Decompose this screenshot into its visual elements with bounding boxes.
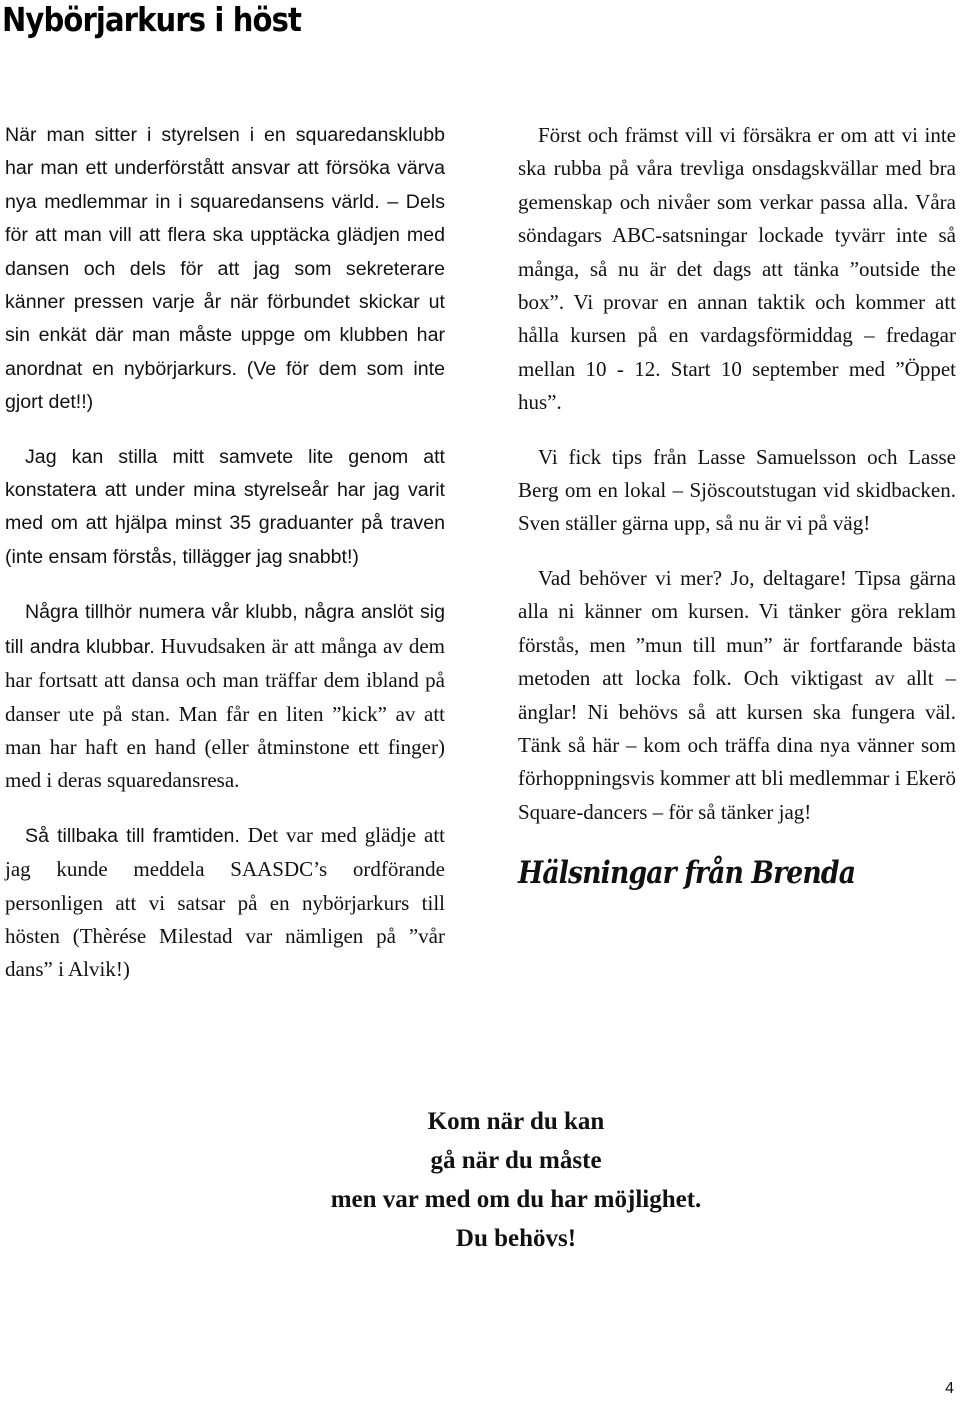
paragraph-framtiden-rest: Det var med glädje att jag kunde meddela SAASDC’s ordförande personligen att vi satsar på en nybörjarkurs till hösten (Thèrése Milestad var nämligen på ”vår dans” i Alvik!) bbox=[5, 822, 445, 982]
paragraph-klubbar bbox=[5, 595, 445, 797]
paragraph-deltagare: Vad behöver vi mer? Jo, deltagare! Tipsa gärna alla ni känner om kursen. Vi tänker göra reklam förstås, men ”mun till mun” är fortfarande bästa metoden att locka folk. Och viktigast av allt – änglar! Ni behövs så att kursen ska fungera väl. Tänk så här – kom och träffa dina nya vänner som förhoppningsvis kommer att bli medlemmar i Ekerö Square-dancers – för så tänker jag! bbox=[518, 565, 956, 824]
motto-block bbox=[250, 1102, 782, 1258]
paragraph-styrelsen: När man sitter i styrelsen i en squaredansklubb har man ett underförstått ansvar att försöka värva nya medlemmar in i squaredansens värld. – Dels för att man vill att flera ska upptäcka glädjen med dansen och dels för att jag som sekreterare känner pressen varje år när förbundet skickar ut sin enkät där man måste uppge om klubben har anordnat en nybörjarkurs. (Ve för dem som inte gjort det!!) bbox=[5, 124, 445, 414]
page-number: 4 bbox=[945, 1380, 954, 1397]
paragraph-klubbar-rest: Huvudsaken är att många av dem har fortsatt att dansa och man träffar dem ibland på danser ute på stan. Man får en liten ”kick” av att man har haft en hand (eller åtminstone ett finger) med i deras squaredansresa. bbox=[5, 633, 445, 793]
motto-line-2: gå när du måste bbox=[430, 1147, 602, 1174]
paragraph-framtiden bbox=[5, 819, 445, 987]
signature: Hälsningar från Brenda bbox=[518, 855, 856, 892]
paragraph-samvete: Jag kan stilla mitt samvete lite genom att konstatera att under mina styrelseår har jag varit med om att hjälpa minst 35 graduanter på traven (inte ensam förstås, tillägger jag snabbt!) bbox=[5, 445, 445, 568]
motto-line-4: Du behövs! bbox=[455, 1225, 577, 1252]
paragraph-klubbar-lead: Några tillhör numera vår klubb, några anslöt sig till andra klubbar. bbox=[5, 601, 445, 658]
motto-line-3: men var med om du har möjlighet. bbox=[330, 1186, 702, 1213]
paragraph-framtiden-lead: Så tillbaka till framtiden. bbox=[25, 824, 240, 847]
right-column bbox=[518, 119, 956, 891]
page-title: Nybörjarkurs i höst bbox=[2, 0, 302, 39]
left-column bbox=[5, 119, 445, 987]
paragraph-onsdagskvallar: Först och främst vill vi försäkra er om att vi inte ska rubba på våra trevliga onsdagskvällar med bra gemenskap och nivåer som verkar passa alla. Våra söndagars ABC-satsningar lockade tyvärr inte så många, så nu är det dags att tänka ”outside the box”. Vi provar en annan taktik och kommer att hålla kursen på en vardagsförmiddag – fredagar mellan 10 - 12. Start 10 september med ”Öppet hus”. bbox=[518, 123, 956, 415]
motto-line-1: Kom när du kan bbox=[427, 1108, 605, 1135]
paragraph-lokal: Vi fick tips från Lasse Samuelsson och Lasse Berg om en lokal – Sjöscoutstugan vid skidbacken. Sven ställer gärna upp, så nu är vi på väg! bbox=[518, 444, 956, 536]
